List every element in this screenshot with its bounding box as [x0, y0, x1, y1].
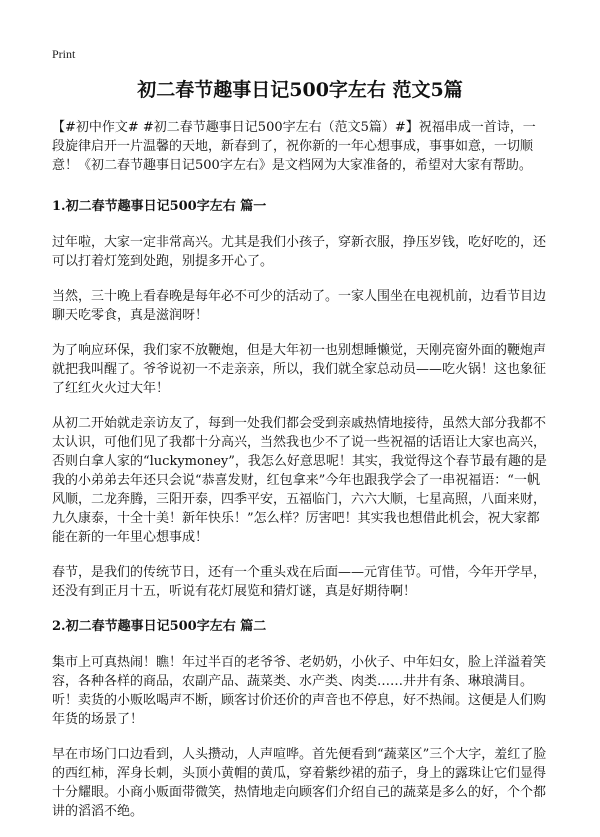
intro-paragraph: 【#初中作文# #初二春节趣事日记500字左右（范文5篇）#】祝福串成一首诗，一段旋律启开一片温馨的天地，新春到了，祝你新的一年心想事成，事事如意，一切顺意！《初二春节趣事日记500字左右》是文档网为大家准备的，希望对大家有帮助。	[52, 120, 536, 173]
paragraph: 春节，是我们的传统节日，还有一个重头戏在后面——元宵佳节。可惜，今年开学早，还没有到正月十五，听说有花灯展览和猜灯谜，真是好期待啊！	[52, 565, 547, 599]
section-heading: 2.初二春节趣事日记500字左右 篇二	[52, 619, 267, 634]
section-heading: 1.初二春节趣事日记500字左右 篇一	[52, 199, 267, 214]
paragraph: 过年啦，大家一定非常高兴。尤其是我们小孩子，穿新衣服，挣压岁钱，吃好吃的，还可以打着灯笼到处跑，别提多开心了。	[52, 235, 547, 269]
paragraph: 集市上可真热闹！瞧！年过半百的老爷爷、老奶奶，小伙子、中年妇女，脸上洋溢着笑容，各种各样的商品，农副产品、蔬菜类、水产类、肉类……井井有条、琳琅满目。听！卖货的小贩吆喝声不断，顾客讨价还价的声音也不停息，好不热闹。这便是人们购年货的场景了！	[52, 655, 547, 727]
page-title: 初二春节趣事日记500字左右 范文5篇	[137, 79, 463, 101]
article-body	[52, 118, 548, 837]
paragraph: 当然，三十晚上看春晚是每年必不可少的活动了。一家人围坐在电视机前，边看节目边聊天吃零食，真是滋润呀！	[52, 289, 547, 323]
paragraph: 早在市场门口边看到，人头攒动，人声喧哗。首先便看到“蔬菜区”三个大字，羞红了脸的西红柿，浑身长刺，头顶小黄帽的黄瓜，穿着紫纱裙的茄子，身上的露珠让它们显得十分耀眼。小商小贩面带微笑，热情地走向顾客们介绍自己的蔬菜是多么的好，个个都讲的滔滔不绝。	[52, 747, 547, 819]
print-link[interactable]: Print	[52, 47, 76, 61]
paragraph: 为了响应环保，我们家不放鞭炮，但是大年初一也别想睡懒觉，天刚亮窗外面的鞭炮声就把我叫醒了。爷爷说初一不走亲亲，所以，我们就全家总动员——吃火锅！这也象征了红红火火过大年！	[52, 343, 547, 396]
paragraph: 从初二开始就走亲访友了，每到一处我们都会受到亲戚热情地接待，虽然大部分我都不太认识，可他们见了我都十分高兴，当然我也少不了说一些祝福的话语让大家也高兴，否则白拿人家的“luckymoney”，我怎么好意思呢！其实，我觉得这个春节最有趣的是我的小弟弟去年还只会说“恭喜发财，红包拿来”今年也跟我学会了一串祝福语：“一帆风顺，二龙奔腾，三阳开泰，四季平安，五福临门，六六大顺，七星高照，八面来财，九久康泰，十全十美！新年快乐！”怎么样？厉害吧！其实我也想借此机会，祝大家都能在新的一年里心想事成！	[52, 416, 547, 545]
